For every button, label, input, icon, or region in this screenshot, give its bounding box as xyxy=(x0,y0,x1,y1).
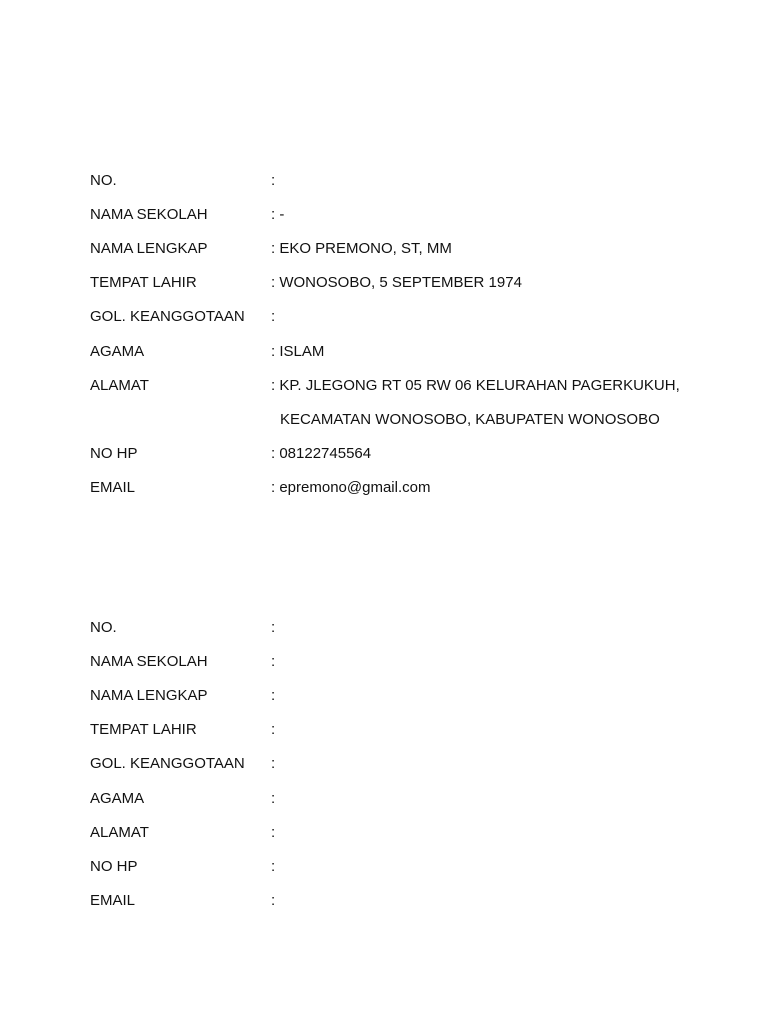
field-value: : xyxy=(271,721,276,739)
field-row-agama xyxy=(90,781,710,815)
field-label: TEMPAT LAHIR xyxy=(90,274,197,292)
field-row-nama-lengkap xyxy=(90,231,710,265)
field-value: KECAMATAN WONOSOBO, KABUPATEN WONOSOBO xyxy=(280,410,660,428)
field-label: AGAMA xyxy=(90,342,145,360)
field-value: : xyxy=(271,823,276,841)
field-value: : xyxy=(271,755,276,773)
field-row-email xyxy=(90,884,710,918)
field-row-gol-keanggotaan xyxy=(90,300,710,334)
field-label: NO HP xyxy=(90,445,138,463)
field-label: GOL. KEANGGOTAAN xyxy=(90,308,245,326)
field-row-email xyxy=(90,471,710,505)
field-label: NAMA LENGKAP xyxy=(90,239,208,257)
field-row-nama-lengkap xyxy=(90,678,710,712)
field-label: TEMPAT LAHIR xyxy=(90,721,197,739)
field-row-nama-sekolah xyxy=(90,644,710,678)
field-label: NO. xyxy=(90,618,117,636)
field-row-agama xyxy=(90,334,710,368)
field-value: : xyxy=(271,652,276,670)
field-value: : epremono@gmail.com xyxy=(271,479,431,497)
field-label: ALAMAT xyxy=(90,823,149,841)
field-label: EMAIL xyxy=(90,892,136,910)
field-value: : EKO PREMONO, ST, MM xyxy=(271,239,452,257)
field-value: : xyxy=(271,892,276,910)
field-value: : WONOSOBO, 5 SEPTEMBER 1974 xyxy=(271,274,522,292)
field-label: NAMA SEKOLAH xyxy=(90,652,208,670)
field-value: : xyxy=(271,618,276,636)
member-form-2 xyxy=(90,610,710,918)
field-label: AGAMA xyxy=(90,789,145,807)
field-value: : xyxy=(271,171,276,189)
field-row-tempat-lahir xyxy=(90,713,710,747)
field-value: : ISLAM xyxy=(271,342,325,360)
field-row-alamat-continued xyxy=(90,402,710,436)
field-label: NAMA SEKOLAH xyxy=(90,205,208,223)
field-label: ALAMAT xyxy=(90,376,149,394)
field-value: : - xyxy=(271,205,285,223)
field-row-alamat xyxy=(90,815,710,849)
field-row-alamat xyxy=(90,368,710,402)
field-label: EMAIL xyxy=(90,479,136,497)
field-label: GOL. KEANGGOTAAN xyxy=(90,755,245,773)
field-value: : xyxy=(271,686,276,704)
field-value: : xyxy=(271,789,276,807)
field-row-nama-sekolah xyxy=(90,197,710,231)
field-row-no-hp xyxy=(90,437,710,471)
field-value: : KP. JLEGONG RT 05 RW 06 KELURAHAN PAGERKUKUH, xyxy=(271,376,680,394)
field-value: : xyxy=(271,857,276,875)
field-label: NAMA LENGKAP xyxy=(90,686,208,704)
field-row-gol-keanggotaan xyxy=(90,747,710,781)
field-row-tempat-lahir xyxy=(90,266,710,300)
field-value: : xyxy=(271,308,276,326)
field-row-no-hp xyxy=(90,849,710,883)
field-value: : 08122745564 xyxy=(271,445,372,463)
member-form-1 xyxy=(90,163,710,505)
field-row-no xyxy=(90,610,710,644)
field-row-no xyxy=(90,163,710,197)
field-label: NO. xyxy=(90,171,117,189)
field-label: NO HP xyxy=(90,857,138,875)
